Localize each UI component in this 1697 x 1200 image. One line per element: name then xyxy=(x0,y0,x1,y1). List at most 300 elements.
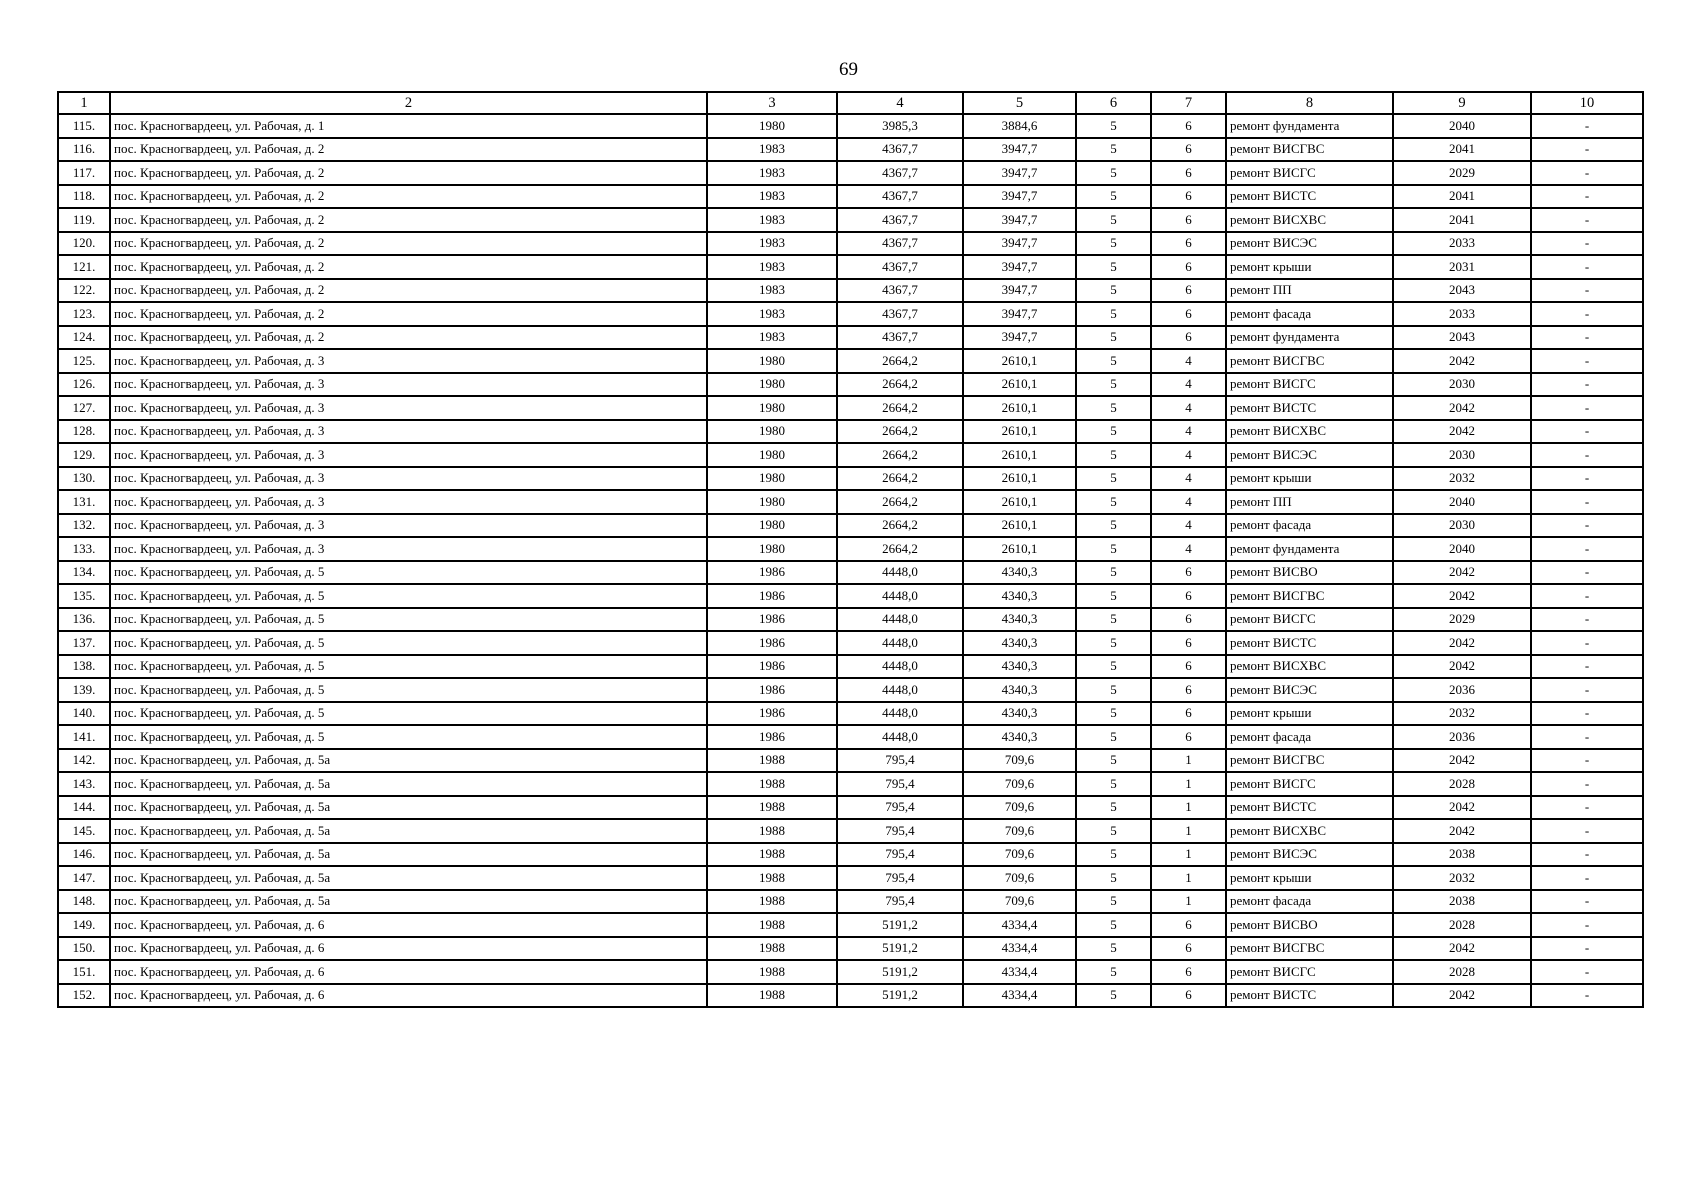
address-cell: пос. Красногвардеец, ул. Рабочая, д. 3 xyxy=(110,396,707,420)
address-cell: пос. Красногвардеец, ул. Рабочая, д. 5а xyxy=(110,890,707,914)
planned-year-cell: 2042 xyxy=(1393,819,1531,843)
total-area-cell: 4448,0 xyxy=(837,725,963,749)
work-type-cell: ремонт крыши xyxy=(1226,467,1393,491)
address-cell: пос. Красногвардеец, ул. Рабочая, д. 2 xyxy=(110,232,707,256)
living-area-cell: 4340,3 xyxy=(963,702,1076,726)
planned-year-cell: 2028 xyxy=(1393,772,1531,796)
entrances-cell: 6 xyxy=(1151,255,1226,279)
note-cell: - xyxy=(1531,185,1643,209)
floors-cell: 5 xyxy=(1076,819,1151,843)
planned-year-cell: 2032 xyxy=(1393,866,1531,890)
row-number-cell: 135. xyxy=(58,584,110,608)
entrances-cell: 6 xyxy=(1151,913,1226,937)
year-cell: 1983 xyxy=(707,185,837,209)
total-area-cell: 2664,2 xyxy=(837,420,963,444)
work-type-cell: ремонт ВИСЭС xyxy=(1226,443,1393,467)
planned-year-cell: 2030 xyxy=(1393,373,1531,397)
entrances-cell: 6 xyxy=(1151,960,1226,984)
column-header: 5 xyxy=(963,92,1076,114)
total-area-cell: 4367,7 xyxy=(837,326,963,350)
row-number-cell: 143. xyxy=(58,772,110,796)
address-cell: пос. Красногвардеец, ул. Рабочая, д. 2 xyxy=(110,302,707,326)
total-area-cell: 3985,3 xyxy=(837,114,963,138)
planned-year-cell: 2042 xyxy=(1393,749,1531,773)
year-cell: 1980 xyxy=(707,396,837,420)
year-cell: 1988 xyxy=(707,843,837,867)
work-type-cell: ремонт ВИСГВС xyxy=(1226,584,1393,608)
total-area-cell: 4367,7 xyxy=(837,279,963,303)
entrances-cell: 1 xyxy=(1151,796,1226,820)
total-area-cell: 795,4 xyxy=(837,772,963,796)
address-cell: пос. Красногвардеец, ул. Рабочая, д. 5 xyxy=(110,655,707,679)
work-type-cell: ремонт ВИСГС xyxy=(1226,373,1393,397)
floors-cell: 5 xyxy=(1076,631,1151,655)
living-area-cell: 2610,1 xyxy=(963,396,1076,420)
address-cell: пос. Красногвардеец, ул. Рабочая, д. 3 xyxy=(110,443,707,467)
living-area-cell: 4340,3 xyxy=(963,655,1076,679)
table-row xyxy=(58,725,1643,749)
address-cell: пос. Красногвардеец, ул. Рабочая, д. 5 xyxy=(110,584,707,608)
year-cell: 1983 xyxy=(707,138,837,162)
address-cell: пос. Красногвардеец, ул. Рабочая, д. 2 xyxy=(110,185,707,209)
row-number-cell: 123. xyxy=(58,302,110,326)
floors-cell: 5 xyxy=(1076,349,1151,373)
planned-year-cell: 2043 xyxy=(1393,279,1531,303)
note-cell: - xyxy=(1531,561,1643,585)
year-cell: 1986 xyxy=(707,608,837,632)
note-cell: - xyxy=(1531,772,1643,796)
living-area-cell: 3947,7 xyxy=(963,161,1076,185)
note-cell: - xyxy=(1531,843,1643,867)
table-row xyxy=(58,326,1643,350)
work-type-cell: ремонт ВИСТС xyxy=(1226,396,1393,420)
address-cell: пос. Красногвардеец, ул. Рабочая, д. 3 xyxy=(110,467,707,491)
table-row xyxy=(58,749,1643,773)
address-cell: пос. Красногвардеец, ул. Рабочая, д. 3 xyxy=(110,514,707,538)
floors-cell: 5 xyxy=(1076,937,1151,961)
entrances-cell: 4 xyxy=(1151,396,1226,420)
living-area-cell: 709,6 xyxy=(963,749,1076,773)
address-cell: пос. Красногвардеец, ул. Рабочая, д. 3 xyxy=(110,420,707,444)
row-number-cell: 117. xyxy=(58,161,110,185)
floors-cell: 5 xyxy=(1076,302,1151,326)
row-number-cell: 147. xyxy=(58,866,110,890)
total-area-cell: 795,4 xyxy=(837,843,963,867)
year-cell: 1980 xyxy=(707,420,837,444)
table-row xyxy=(58,420,1643,444)
column-header: 4 xyxy=(837,92,963,114)
living-area-cell: 2610,1 xyxy=(963,373,1076,397)
row-number-cell: 152. xyxy=(58,984,110,1008)
work-type-cell: ремонт ВИСЭС xyxy=(1226,843,1393,867)
entrances-cell: 6 xyxy=(1151,725,1226,749)
floors-cell: 5 xyxy=(1076,279,1151,303)
entrances-cell: 6 xyxy=(1151,326,1226,350)
year-cell: 1983 xyxy=(707,232,837,256)
living-area-cell: 4340,3 xyxy=(963,631,1076,655)
living-area-cell: 3947,7 xyxy=(963,326,1076,350)
table-row xyxy=(58,279,1643,303)
table-row xyxy=(58,561,1643,585)
year-cell: 1988 xyxy=(707,937,837,961)
work-type-cell: ремонт ВИСГВС xyxy=(1226,749,1393,773)
address-cell: пос. Красногвардеец, ул. Рабочая, д. 5а xyxy=(110,749,707,773)
year-cell: 1988 xyxy=(707,866,837,890)
floors-cell: 5 xyxy=(1076,608,1151,632)
living-area-cell: 4334,4 xyxy=(963,937,1076,961)
work-type-cell: ремонт ВИСГВС xyxy=(1226,138,1393,162)
row-number-cell: 122. xyxy=(58,279,110,303)
living-area-cell: 709,6 xyxy=(963,772,1076,796)
living-area-cell: 2610,1 xyxy=(963,490,1076,514)
row-number-cell: 119. xyxy=(58,208,110,232)
total-area-cell: 5191,2 xyxy=(837,913,963,937)
work-type-cell: ремонт фасада xyxy=(1226,514,1393,538)
note-cell: - xyxy=(1531,890,1643,914)
entrances-cell: 6 xyxy=(1151,678,1226,702)
floors-cell: 5 xyxy=(1076,772,1151,796)
year-cell: 1980 xyxy=(707,373,837,397)
note-cell: - xyxy=(1531,913,1643,937)
address-cell: пос. Красногвардеец, ул. Рабочая, д. 6 xyxy=(110,984,707,1008)
work-type-cell: ремонт ВИСГС xyxy=(1226,608,1393,632)
floors-cell: 5 xyxy=(1076,443,1151,467)
year-cell: 1980 xyxy=(707,467,837,491)
column-header: 1 xyxy=(58,92,110,114)
note-cell: - xyxy=(1531,866,1643,890)
floors-cell: 5 xyxy=(1076,467,1151,491)
work-type-cell: ремонт ВИСВО xyxy=(1226,561,1393,585)
total-area-cell: 795,4 xyxy=(837,749,963,773)
address-cell: пос. Красногвардеец, ул. Рабочая, д. 5 xyxy=(110,702,707,726)
entrances-cell: 4 xyxy=(1151,373,1226,397)
table-row xyxy=(58,702,1643,726)
entrances-cell: 4 xyxy=(1151,443,1226,467)
entrances-cell: 6 xyxy=(1151,937,1226,961)
page-number: 69 xyxy=(839,59,858,80)
floors-cell: 5 xyxy=(1076,678,1151,702)
address-cell: пос. Красногвардеец, ул. Рабочая, д. 5 xyxy=(110,561,707,585)
living-area-cell: 4334,4 xyxy=(963,960,1076,984)
planned-year-cell: 2040 xyxy=(1393,114,1531,138)
floors-cell: 5 xyxy=(1076,490,1151,514)
address-cell: пос. Красногвардеец, ул. Рабочая, д. 3 xyxy=(110,349,707,373)
row-number-cell: 129. xyxy=(58,443,110,467)
row-number-cell: 124. xyxy=(58,326,110,350)
year-cell: 1988 xyxy=(707,749,837,773)
table-body xyxy=(58,114,1643,1007)
work-type-cell: ремонт ВИСВО xyxy=(1226,913,1393,937)
address-cell: пос. Красногвардеец, ул. Рабочая, д. 1 xyxy=(110,114,707,138)
year-cell: 1983 xyxy=(707,208,837,232)
living-area-cell: 4340,3 xyxy=(963,584,1076,608)
year-cell: 1988 xyxy=(707,772,837,796)
note-cell: - xyxy=(1531,467,1643,491)
work-type-cell: ремонт фасада xyxy=(1226,725,1393,749)
address-cell: пос. Красногвардеец, ул. Рабочая, д. 5а xyxy=(110,843,707,867)
row-number-cell: 145. xyxy=(58,819,110,843)
work-type-cell: ремонт фасада xyxy=(1226,890,1393,914)
entrances-cell: 4 xyxy=(1151,514,1226,538)
planned-year-cell: 2028 xyxy=(1393,960,1531,984)
address-cell: пос. Красногвардеец, ул. Рабочая, д. 2 xyxy=(110,279,707,303)
note-cell: - xyxy=(1531,349,1643,373)
note-cell: - xyxy=(1531,819,1643,843)
row-number-cell: 120. xyxy=(58,232,110,256)
total-area-cell: 4448,0 xyxy=(837,584,963,608)
column-header: 3 xyxy=(707,92,837,114)
year-cell: 1986 xyxy=(707,678,837,702)
address-cell: пос. Красногвардеец, ул. Рабочая, д. 5 xyxy=(110,725,707,749)
address-cell: пос. Красногвардеец, ул. Рабочая, д. 5а xyxy=(110,866,707,890)
note-cell: - xyxy=(1531,702,1643,726)
living-area-cell: 3947,7 xyxy=(963,138,1076,162)
entrances-cell: 6 xyxy=(1151,561,1226,585)
living-area-cell: 2610,1 xyxy=(963,420,1076,444)
year-cell: 1988 xyxy=(707,796,837,820)
address-cell: пос. Красногвардеец, ул. Рабочая, д. 5 xyxy=(110,608,707,632)
planned-year-cell: 2032 xyxy=(1393,702,1531,726)
row-number-cell: 151. xyxy=(58,960,110,984)
entrances-cell: 6 xyxy=(1151,584,1226,608)
table-row xyxy=(58,960,1643,984)
floors-cell: 5 xyxy=(1076,138,1151,162)
planned-year-cell: 2029 xyxy=(1393,161,1531,185)
table-row xyxy=(58,490,1643,514)
row-number-cell: 132. xyxy=(58,514,110,538)
row-number-cell: 150. xyxy=(58,937,110,961)
total-area-cell: 2664,2 xyxy=(837,349,963,373)
year-cell: 1983 xyxy=(707,255,837,279)
row-number-cell: 144. xyxy=(58,796,110,820)
total-area-cell: 2664,2 xyxy=(837,443,963,467)
planned-year-cell: 2042 xyxy=(1393,984,1531,1008)
note-cell: - xyxy=(1531,208,1643,232)
address-cell: пос. Красногвардеец, ул. Рабочая, д. 5 xyxy=(110,678,707,702)
year-cell: 1988 xyxy=(707,984,837,1008)
note-cell: - xyxy=(1531,302,1643,326)
note-cell: - xyxy=(1531,749,1643,773)
column-header: 10 xyxy=(1531,92,1643,114)
planned-year-cell: 2042 xyxy=(1393,655,1531,679)
work-type-cell: ремонт ВИСТС xyxy=(1226,631,1393,655)
address-cell: пос. Красногвардеец, ул. Рабочая, д. 2 xyxy=(110,255,707,279)
address-cell: пос. Красногвардеец, ул. Рабочая, д. 5а xyxy=(110,796,707,820)
work-type-cell: ремонт фасада xyxy=(1226,302,1393,326)
work-type-cell: ремонт крыши xyxy=(1226,702,1393,726)
floors-cell: 5 xyxy=(1076,326,1151,350)
table-row xyxy=(58,890,1643,914)
planned-year-cell: 2030 xyxy=(1393,443,1531,467)
year-cell: 1986 xyxy=(707,725,837,749)
planned-year-cell: 2041 xyxy=(1393,185,1531,209)
total-area-cell: 4448,0 xyxy=(837,608,963,632)
total-area-cell: 4448,0 xyxy=(837,561,963,585)
work-type-cell: ремонт ВИСТС xyxy=(1226,984,1393,1008)
living-area-cell: 4340,3 xyxy=(963,725,1076,749)
note-cell: - xyxy=(1531,420,1643,444)
entrances-cell: 6 xyxy=(1151,984,1226,1008)
planned-year-cell: 2042 xyxy=(1393,349,1531,373)
entrances-cell: 6 xyxy=(1151,608,1226,632)
planned-year-cell: 2042 xyxy=(1393,631,1531,655)
floors-cell: 5 xyxy=(1076,561,1151,585)
total-area-cell: 4448,0 xyxy=(837,702,963,726)
header-row xyxy=(58,92,1643,114)
planned-year-cell: 2041 xyxy=(1393,208,1531,232)
living-area-cell: 4340,3 xyxy=(963,678,1076,702)
row-number-cell: 130. xyxy=(58,467,110,491)
year-cell: 1988 xyxy=(707,960,837,984)
table-row xyxy=(58,208,1643,232)
table-row xyxy=(58,984,1643,1008)
living-area-cell: 4340,3 xyxy=(963,608,1076,632)
work-type-cell: ремонт ВИСХВС xyxy=(1226,655,1393,679)
table-row xyxy=(58,866,1643,890)
table-row xyxy=(58,937,1643,961)
note-cell: - xyxy=(1531,396,1643,420)
year-cell: 1983 xyxy=(707,279,837,303)
table-row xyxy=(58,655,1643,679)
planned-year-cell: 2043 xyxy=(1393,326,1531,350)
note-cell: - xyxy=(1531,678,1643,702)
work-type-cell: ремонт ВИСТС xyxy=(1226,185,1393,209)
note-cell: - xyxy=(1531,937,1643,961)
row-number-cell: 146. xyxy=(58,843,110,867)
entrances-cell: 6 xyxy=(1151,138,1226,162)
table-row xyxy=(58,796,1643,820)
row-number-cell: 127. xyxy=(58,396,110,420)
row-number-cell: 140. xyxy=(58,702,110,726)
living-area-cell: 3947,7 xyxy=(963,208,1076,232)
table-row xyxy=(58,161,1643,185)
floors-cell: 5 xyxy=(1076,420,1151,444)
table-row xyxy=(58,443,1643,467)
column-header: 9 xyxy=(1393,92,1531,114)
entrances-cell: 4 xyxy=(1151,537,1226,561)
note-cell: - xyxy=(1531,490,1643,514)
row-number-cell: 133. xyxy=(58,537,110,561)
year-cell: 1986 xyxy=(707,584,837,608)
entrances-cell: 6 xyxy=(1151,208,1226,232)
work-type-cell: ремонт ПП xyxy=(1226,490,1393,514)
total-area-cell: 4367,7 xyxy=(837,255,963,279)
living-area-cell: 2610,1 xyxy=(963,443,1076,467)
living-area-cell: 3947,7 xyxy=(963,185,1076,209)
row-number-cell: 121. xyxy=(58,255,110,279)
floors-cell: 5 xyxy=(1076,796,1151,820)
column-header: 7 xyxy=(1151,92,1226,114)
total-area-cell: 4448,0 xyxy=(837,655,963,679)
year-cell: 1988 xyxy=(707,890,837,914)
row-number-cell: 125. xyxy=(58,349,110,373)
table-row xyxy=(58,772,1643,796)
note-cell: - xyxy=(1531,796,1643,820)
total-area-cell: 795,4 xyxy=(837,796,963,820)
address-cell: пос. Красногвардеец, ул. Рабочая, д. 2 xyxy=(110,138,707,162)
living-area-cell: 709,6 xyxy=(963,796,1076,820)
floors-cell: 5 xyxy=(1076,232,1151,256)
floors-cell: 5 xyxy=(1076,396,1151,420)
work-type-cell: ремонт крыши xyxy=(1226,866,1393,890)
planned-year-cell: 2036 xyxy=(1393,725,1531,749)
year-cell: 1986 xyxy=(707,561,837,585)
table-row xyxy=(58,678,1643,702)
row-number-cell: 131. xyxy=(58,490,110,514)
row-number-cell: 116. xyxy=(58,138,110,162)
work-type-cell: ремонт ВИСГС xyxy=(1226,772,1393,796)
work-type-cell: ремонт ВИСЭС xyxy=(1226,232,1393,256)
work-type-cell: ремонт ВИСГВС xyxy=(1226,349,1393,373)
floors-cell: 5 xyxy=(1076,702,1151,726)
floors-cell: 5 xyxy=(1076,255,1151,279)
table-row xyxy=(58,819,1643,843)
living-area-cell: 2610,1 xyxy=(963,514,1076,538)
entrances-cell: 1 xyxy=(1151,866,1226,890)
table-row xyxy=(58,843,1643,867)
entrances-cell: 6 xyxy=(1151,161,1226,185)
living-area-cell: 4340,3 xyxy=(963,561,1076,585)
note-cell: - xyxy=(1531,984,1643,1008)
work-type-cell: ремонт ВИСТС xyxy=(1226,796,1393,820)
floors-cell: 5 xyxy=(1076,537,1151,561)
row-number-cell: 138. xyxy=(58,655,110,679)
total-area-cell: 4367,7 xyxy=(837,302,963,326)
year-cell: 1988 xyxy=(707,913,837,937)
work-type-cell: ремонт ВИСГС xyxy=(1226,960,1393,984)
planned-year-cell: 2031 xyxy=(1393,255,1531,279)
planned-year-cell: 2038 xyxy=(1393,843,1531,867)
entrances-cell: 6 xyxy=(1151,185,1226,209)
planned-year-cell: 2042 xyxy=(1393,584,1531,608)
note-cell: - xyxy=(1531,584,1643,608)
address-cell: пос. Красногвардеец, ул. Рабочая, д. 5а xyxy=(110,819,707,843)
planned-year-cell: 2042 xyxy=(1393,396,1531,420)
floors-cell: 5 xyxy=(1076,984,1151,1008)
living-area-cell: 709,6 xyxy=(963,843,1076,867)
note-cell: - xyxy=(1531,443,1643,467)
year-cell: 1988 xyxy=(707,819,837,843)
total-area-cell: 5191,2 xyxy=(837,984,963,1008)
total-area-cell: 2664,2 xyxy=(837,490,963,514)
living-area-cell: 2610,1 xyxy=(963,349,1076,373)
column-header: 6 xyxy=(1076,92,1151,114)
living-area-cell: 3947,7 xyxy=(963,232,1076,256)
living-area-cell: 3947,7 xyxy=(963,255,1076,279)
row-number-cell: 118. xyxy=(58,185,110,209)
entrances-cell: 1 xyxy=(1151,772,1226,796)
work-type-cell: ремонт ВИСХВС xyxy=(1226,420,1393,444)
year-cell: 1980 xyxy=(707,514,837,538)
floors-cell: 5 xyxy=(1076,208,1151,232)
planned-year-cell: 2028 xyxy=(1393,913,1531,937)
floors-cell: 5 xyxy=(1076,960,1151,984)
planned-year-cell: 2042 xyxy=(1393,420,1531,444)
row-number-cell: 136. xyxy=(58,608,110,632)
planned-year-cell: 2040 xyxy=(1393,537,1531,561)
floors-cell: 5 xyxy=(1076,185,1151,209)
note-cell: - xyxy=(1531,279,1643,303)
living-area-cell: 3947,7 xyxy=(963,279,1076,303)
entrances-cell: 6 xyxy=(1151,655,1226,679)
table-row xyxy=(58,114,1643,138)
year-cell: 1986 xyxy=(707,631,837,655)
planned-year-cell: 2036 xyxy=(1393,678,1531,702)
table-row xyxy=(58,514,1643,538)
note-cell: - xyxy=(1531,114,1643,138)
note-cell: - xyxy=(1531,655,1643,679)
floors-cell: 5 xyxy=(1076,866,1151,890)
